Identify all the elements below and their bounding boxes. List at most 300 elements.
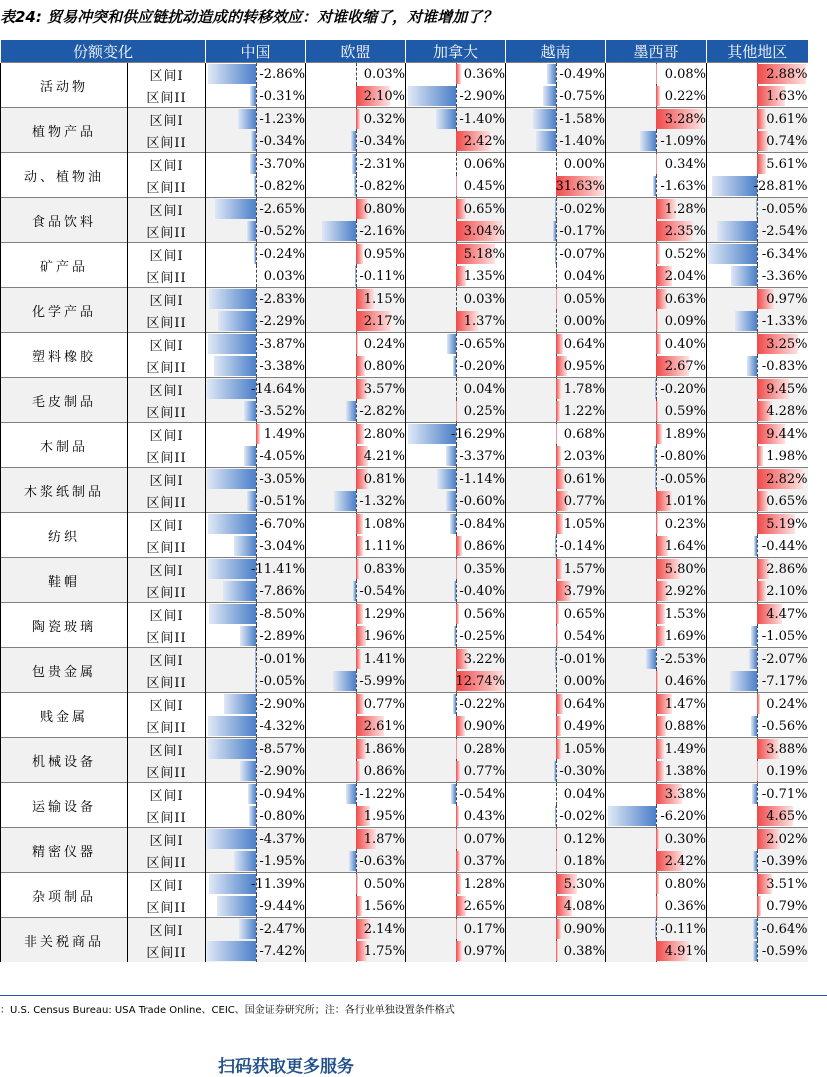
value-cell	[406, 693, 506, 716]
value-text: -6.34%	[762, 247, 808, 262]
negative-data-bar	[453, 694, 455, 714]
negative-data-bar	[346, 401, 355, 421]
value-cell	[206, 490, 306, 513]
range-label: 区间II	[128, 805, 206, 828]
positive-data-bar	[656, 64, 657, 84]
zero-axis	[256, 130, 257, 152]
value-text: 1.37%	[464, 314, 505, 329]
value-cell	[206, 558, 306, 581]
value-text: 0.07%	[464, 832, 505, 847]
value-text: 1.75%	[364, 944, 405, 959]
value-text: 0.90%	[564, 922, 605, 937]
value-text: 2.17%	[364, 314, 405, 329]
zero-axis	[757, 625, 758, 647]
negative-data-bar	[234, 851, 255, 871]
zero-axis	[456, 445, 457, 467]
value-cell	[406, 805, 506, 828]
value-text: -4.32%	[259, 719, 305, 734]
negative-data-bar	[244, 446, 256, 466]
value-text: -7.42%	[259, 944, 305, 959]
value-text: 0.49%	[564, 719, 605, 734]
value-cell	[707, 490, 808, 513]
value-cell	[606, 738, 707, 761]
value-text: 1.69%	[665, 629, 706, 644]
zero-axis	[757, 355, 758, 377]
zero-axis	[356, 175, 357, 197]
value-text: -0.59%	[762, 944, 808, 959]
value-cell	[606, 783, 707, 806]
value-cell	[306, 850, 406, 873]
negative-data-bar	[334, 491, 355, 511]
zero-axis	[656, 468, 657, 490]
value-cell	[506, 535, 606, 558]
value-text: 5.80%	[665, 562, 706, 577]
negative-data-bar	[408, 86, 456, 106]
negative-data-bar	[754, 536, 757, 556]
value-text: 3.51%	[766, 877, 807, 892]
value-text: 5.19%	[766, 517, 807, 532]
positive-data-bar	[456, 806, 459, 826]
zero-axis	[256, 895, 257, 917]
value-text: -0.14%	[559, 539, 605, 554]
zero-axis	[256, 918, 257, 940]
value-text: -0.30%	[559, 764, 605, 779]
zero-axis	[256, 63, 257, 85]
value-text: 0.56%	[464, 607, 505, 622]
value-cell	[606, 468, 707, 491]
negative-data-bar	[207, 379, 255, 399]
value-cell	[606, 873, 707, 896]
zero-axis	[556, 130, 557, 152]
zero-axis	[556, 198, 557, 220]
negative-data-bar	[353, 581, 355, 601]
negative-data-bar	[640, 131, 656, 151]
value-text: -2.54%	[762, 224, 808, 239]
value-text: 0.64%	[564, 337, 605, 352]
negative-data-bar	[446, 446, 456, 466]
positive-data-bar	[556, 941, 559, 961]
value-cell	[606, 153, 707, 176]
value-text: 3.57%	[364, 382, 405, 397]
table-row	[1, 783, 808, 806]
positive-data-bar	[456, 401, 457, 421]
value-cell	[707, 288, 808, 311]
zero-axis	[256, 400, 257, 422]
range-label: 区间II	[128, 895, 206, 918]
value-cell	[306, 130, 406, 153]
value-cell	[306, 513, 406, 536]
positive-data-bar	[356, 109, 361, 129]
table-row	[1, 603, 808, 626]
value-cell	[606, 333, 707, 356]
negative-data-bar	[655, 919, 656, 939]
zero-axis	[256, 333, 257, 355]
value-text: 0.04%	[564, 269, 605, 284]
value-text: 1.49%	[665, 742, 706, 757]
table-row	[1, 378, 808, 401]
negative-data-bar	[208, 334, 256, 354]
range-label: 区间II	[128, 85, 206, 108]
range-label: 区间II	[128, 175, 206, 198]
positive-data-bar	[556, 829, 557, 849]
negative-data-bar	[756, 199, 757, 219]
zero-axis	[757, 715, 758, 737]
value-text: 0.03%	[364, 67, 405, 82]
negative-data-bar	[554, 761, 556, 781]
value-cell	[306, 580, 406, 603]
value-text: -2.31%	[359, 157, 405, 172]
value-text: 1.64%	[665, 539, 706, 554]
range-label: 区间I	[128, 63, 206, 86]
value-cell	[406, 513, 506, 536]
positive-data-bar	[456, 176, 457, 196]
value-text: 0.35%	[464, 562, 505, 577]
value-cell	[206, 445, 306, 468]
positive-data-bar	[556, 289, 557, 309]
value-text: 0.19%	[766, 764, 807, 779]
range-label: 区间II	[128, 265, 206, 288]
zero-axis	[256, 670, 257, 692]
value-text: -14.64%	[251, 382, 305, 397]
value-text: -0.01%	[559, 652, 605, 667]
zero-axis	[256, 805, 257, 827]
value-text: 1.56%	[364, 899, 405, 914]
value-cell	[206, 760, 306, 783]
table-row	[1, 693, 808, 716]
value-text: 3.88%	[766, 742, 807, 757]
header-corner: 份额变化	[1, 40, 206, 63]
value-text: 1.87%	[364, 832, 405, 847]
value-text: 0.52%	[665, 247, 706, 262]
value-text: -0.49%	[559, 67, 605, 82]
positive-data-bar	[656, 244, 660, 264]
value-text: -1.32%	[359, 494, 405, 509]
value-text: -0.31%	[259, 89, 305, 104]
range-label: 区间I	[128, 918, 206, 941]
negative-data-bar	[708, 244, 757, 264]
value-text: 0.77%	[364, 697, 405, 712]
value-text: 0.90%	[464, 719, 505, 734]
value-cell	[406, 400, 506, 423]
value-cell	[306, 828, 406, 851]
range-label: 区间I	[128, 243, 206, 266]
value-cell	[506, 355, 606, 378]
negative-data-bar	[751, 716, 757, 736]
value-cell	[707, 400, 808, 423]
negative-data-bar	[753, 919, 757, 939]
value-text: -28.81%	[754, 179, 808, 194]
value-cell	[707, 265, 808, 288]
value-cell	[206, 738, 306, 761]
value-cell	[606, 108, 707, 131]
value-cell	[506, 648, 606, 671]
value-text: 1.78%	[564, 382, 605, 397]
value-cell	[506, 220, 606, 243]
value-cell	[707, 333, 808, 356]
value-text: -2.65%	[259, 202, 305, 217]
range-label: 区间II	[128, 535, 206, 558]
zero-axis	[356, 850, 357, 872]
value-cell	[306, 175, 406, 198]
value-cell	[606, 265, 707, 288]
value-cell	[606, 670, 707, 693]
value-cell	[406, 175, 506, 198]
value-text: -1.33%	[762, 314, 808, 329]
value-text: 2.86%	[766, 562, 807, 577]
zero-axis	[757, 918, 758, 940]
table-row	[1, 513, 808, 536]
value-cell	[506, 760, 606, 783]
value-cell	[406, 108, 506, 131]
value-cell	[707, 558, 808, 581]
positive-data-bar	[656, 86, 660, 106]
zero-axis	[757, 310, 758, 332]
value-text: -3.36%	[762, 269, 808, 284]
value-text: 0.65%	[464, 202, 505, 217]
value-cell	[206, 715, 306, 738]
value-cell	[206, 918, 306, 941]
positive-data-bar	[456, 829, 457, 849]
value-text: 3.04%	[464, 224, 505, 239]
zero-axis	[356, 490, 357, 512]
negative-data-bar	[209, 874, 256, 894]
value-text: 0.04%	[464, 382, 505, 397]
value-cell	[707, 693, 808, 716]
negative-data-bar	[536, 131, 556, 151]
value-text: -0.24%	[259, 247, 305, 262]
zero-axis	[556, 63, 557, 85]
value-cell	[306, 63, 406, 86]
negative-data-bar	[346, 784, 355, 804]
range-label: 区间I	[128, 333, 206, 356]
zero-axis	[456, 625, 457, 647]
value-text: 2.42%	[464, 134, 505, 149]
value-cell	[707, 760, 808, 783]
value-text: -1.14%	[459, 472, 505, 487]
footer-divider	[0, 995, 827, 996]
negative-data-bar	[655, 379, 656, 399]
value-cell	[506, 265, 606, 288]
value-text: 1.22%	[564, 404, 605, 419]
category-label: 活动物	[1, 63, 128, 108]
zero-axis	[256, 513, 257, 535]
range-label: 区间II	[128, 355, 206, 378]
value-cell	[506, 873, 606, 896]
header-col-vietnam: 越南	[506, 40, 606, 63]
value-text: 1.53%	[665, 607, 706, 622]
negative-data-bar	[655, 469, 656, 489]
zero-axis	[356, 153, 357, 175]
value-text: -0.11%	[660, 922, 706, 937]
value-cell	[606, 693, 707, 716]
table-row	[1, 63, 808, 86]
negative-data-bar	[208, 64, 255, 84]
negative-data-bar	[248, 784, 255, 804]
value-cell	[606, 580, 707, 603]
category-label: 化学产品	[1, 288, 128, 333]
range-label: 区间I	[128, 468, 206, 491]
category-label: 包贵金属	[1, 648, 128, 693]
source-note: ：U.S. Census Bureau: USA Trade Online、CEIC、国金证券研究所；注：各行业单独设置条件格式	[0, 1001, 455, 1016]
value-text: 0.40%	[665, 337, 706, 352]
zero-axis	[256, 108, 257, 130]
value-cell	[606, 85, 707, 108]
value-text: -0.02%	[559, 202, 605, 217]
value-text: 0.50%	[364, 877, 405, 892]
value-cell	[606, 130, 707, 153]
value-cell	[506, 513, 606, 536]
negative-data-bar	[446, 491, 456, 511]
range-label: 区间II	[128, 490, 206, 513]
negative-data-bar	[238, 109, 255, 129]
value-cell	[506, 940, 606, 962]
value-cell	[206, 603, 306, 626]
value-cell	[306, 310, 406, 333]
value-cell	[406, 333, 506, 356]
value-text: 9.45%	[766, 382, 807, 397]
value-cell	[306, 288, 406, 311]
value-text: 4.91%	[665, 944, 706, 959]
value-text: -8.57%	[259, 742, 305, 757]
value-cell	[707, 175, 808, 198]
positive-data-bar	[356, 896, 362, 916]
value-text: -0.17%	[559, 224, 605, 239]
negative-data-bar	[207, 829, 255, 849]
value-cell	[406, 378, 506, 401]
zero-axis	[456, 355, 457, 377]
value-cell	[206, 355, 306, 378]
value-text: -0.80%	[259, 809, 305, 824]
zero-axis	[256, 715, 257, 737]
value-text: -7.17%	[762, 674, 808, 689]
negative-data-bar	[543, 86, 555, 106]
value-text: 5.61%	[766, 157, 807, 172]
value-cell	[506, 738, 606, 761]
positive-data-bar	[356, 649, 361, 669]
negative-data-bar	[752, 784, 757, 804]
value-text: 0.86%	[364, 764, 405, 779]
value-cell	[506, 468, 606, 491]
range-label: 区间II	[128, 940, 206, 962]
value-cell	[306, 535, 406, 558]
range-label: 区间I	[128, 153, 206, 176]
value-text: 0.97%	[464, 944, 505, 959]
value-cell	[406, 243, 506, 266]
value-text: 2.42%	[665, 854, 706, 869]
negative-data-bar	[751, 626, 757, 646]
value-cell	[306, 693, 406, 716]
value-text: -2.89%	[259, 629, 305, 644]
zero-axis	[656, 648, 657, 670]
value-text: 3.79%	[564, 584, 605, 599]
positive-data-bar	[656, 874, 659, 894]
value-text: -11.39%	[251, 877, 305, 892]
value-text: 0.46%	[665, 674, 706, 689]
value-cell	[206, 468, 306, 491]
zero-axis	[456, 513, 457, 535]
value-cell	[206, 873, 306, 896]
value-text: 1.28%	[665, 202, 706, 217]
zero-axis	[256, 828, 257, 850]
value-cell	[506, 445, 606, 468]
value-cell	[506, 400, 606, 423]
positive-data-bar	[456, 874, 461, 894]
zero-axis	[656, 445, 657, 467]
value-text: -2.53%	[660, 652, 706, 667]
range-label: 区间I	[128, 288, 206, 311]
value-cell	[506, 670, 606, 693]
negative-data-bar	[731, 266, 757, 286]
zero-axis	[256, 153, 257, 175]
value-cell	[606, 805, 707, 828]
negative-data-bar	[408, 424, 455, 444]
zero-axis	[556, 243, 557, 265]
value-cell	[606, 603, 707, 626]
zero-axis	[256, 625, 257, 647]
value-text: -4.05%	[259, 449, 305, 464]
value-text: 0.38%	[564, 944, 605, 959]
value-text: -6.20%	[660, 809, 706, 824]
range-label: 区间II	[128, 400, 206, 423]
value-cell	[606, 400, 707, 423]
value-cell	[707, 130, 808, 153]
range-label: 区间II	[128, 580, 206, 603]
value-cell	[606, 648, 707, 671]
negative-data-bar	[234, 536, 255, 556]
zero-axis	[356, 580, 357, 602]
value-text: -2.90%	[259, 697, 305, 712]
value-cell	[707, 220, 808, 243]
zero-axis	[256, 783, 257, 805]
positive-data-bar	[556, 604, 560, 624]
value-cell	[206, 378, 306, 401]
zero-axis	[256, 445, 257, 467]
zero-axis	[256, 490, 257, 512]
value-cell	[406, 558, 506, 581]
header-col-mexico: 墨西哥	[606, 40, 707, 63]
zero-axis	[256, 310, 257, 332]
value-cell	[707, 805, 808, 828]
value-text: 0.63%	[665, 292, 706, 307]
value-text: 0.00%	[564, 314, 605, 329]
range-label: 区间II	[128, 850, 206, 873]
negative-data-bar	[254, 176, 255, 196]
positive-data-bar	[656, 334, 661, 354]
table-row	[1, 918, 808, 941]
value-text: -0.34%	[259, 134, 305, 149]
value-cell	[506, 558, 606, 581]
value-text: 0.68%	[564, 427, 605, 442]
value-text: 1.01%	[665, 494, 706, 509]
value-cell	[306, 783, 406, 806]
zero-axis	[757, 670, 758, 692]
value-cell	[606, 220, 707, 243]
category-label: 动、植物油	[1, 153, 128, 198]
negative-data-bar	[351, 131, 356, 151]
value-cell	[406, 828, 506, 851]
value-cell	[206, 198, 306, 221]
value-cell	[206, 288, 306, 311]
range-label: 区间II	[128, 445, 206, 468]
negative-data-bar	[333, 671, 356, 691]
brand-banner: 扫码获取更多服务	[218, 1052, 354, 1064]
value-cell	[306, 108, 406, 131]
negative-data-bar	[437, 469, 455, 489]
value-cell	[506, 693, 606, 716]
header-col-other: 其他地区	[707, 40, 808, 63]
value-cell	[306, 400, 406, 423]
zero-axis	[256, 468, 257, 490]
